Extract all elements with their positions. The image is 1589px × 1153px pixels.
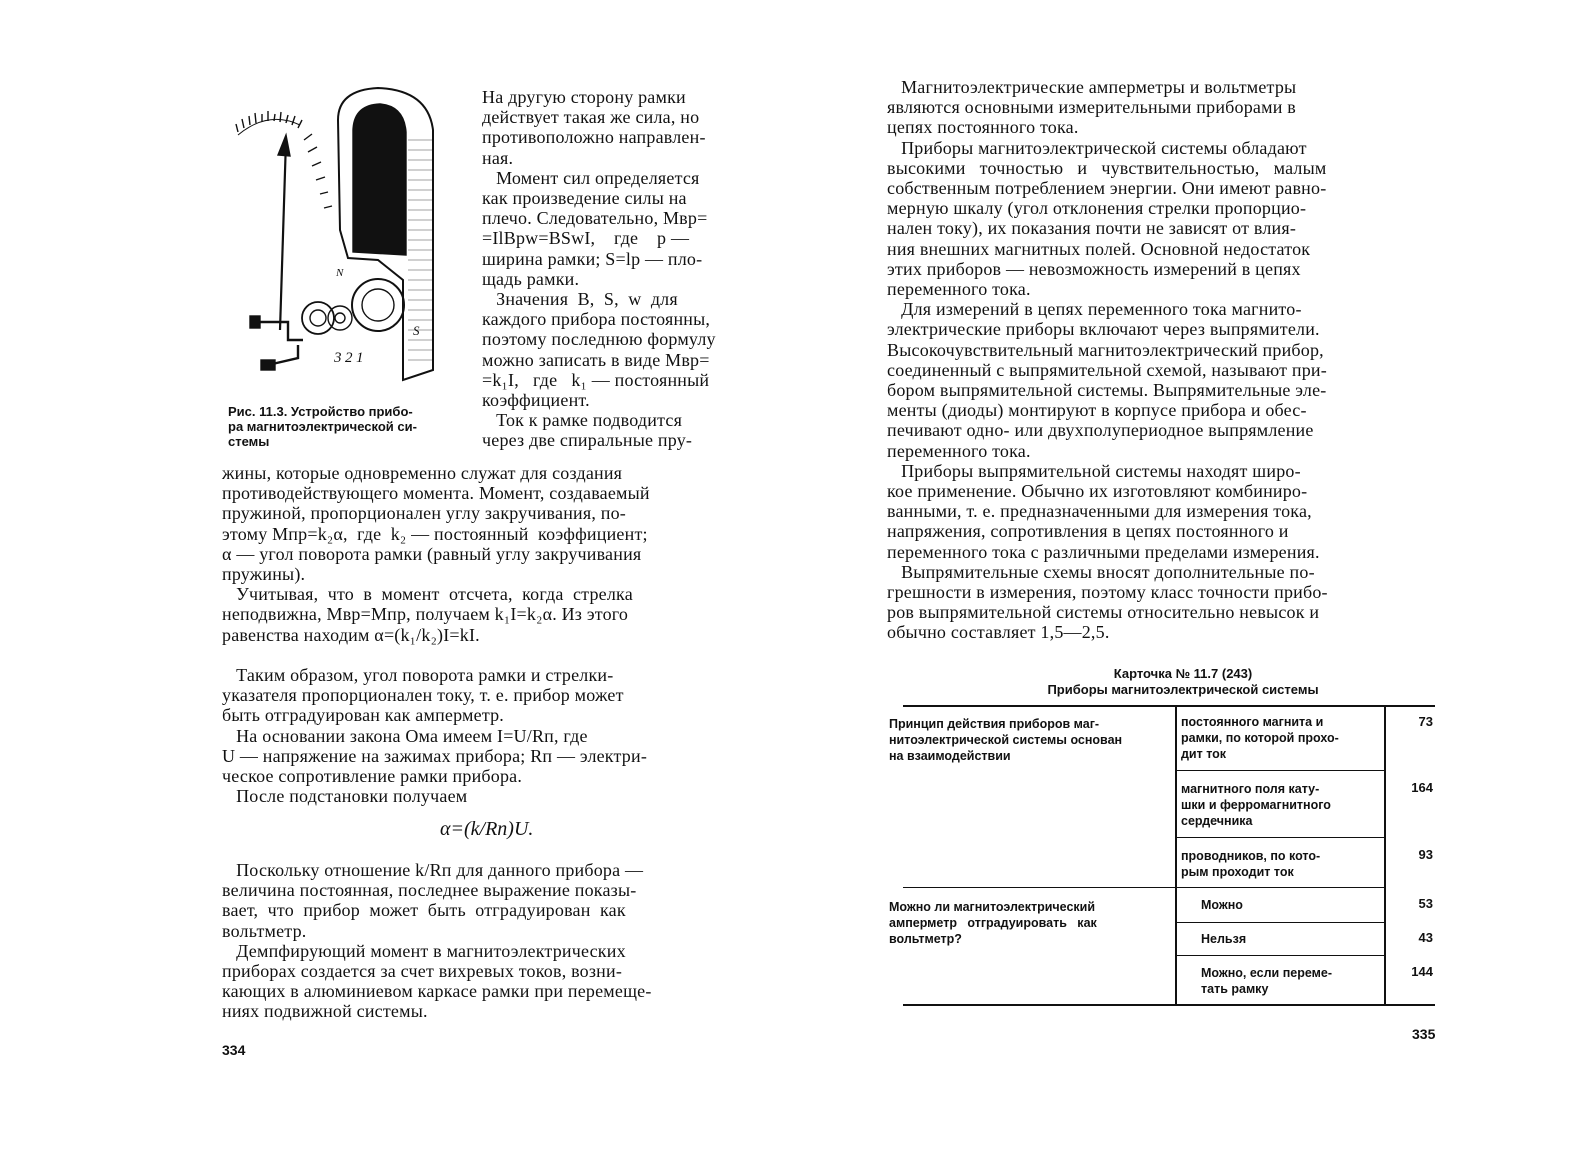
card-answer: Можно, если переме- тать рамку xyxy=(1201,966,1332,996)
card-title: Карточка № 11.7 (243) xyxy=(1113,666,1253,681)
card-answer: Нельзя xyxy=(1201,932,1247,946)
card-answer-code: 144 xyxy=(1411,964,1433,979)
card-answer-code: 53 xyxy=(1418,896,1433,911)
right-body-text: Магнитоэлектрические амперметры и вольтметры являются основными измерительными приборами в цепях постоянного тока. Приборы магнитоэлектрической системы обладают высокими точностью и чувствительностью, малым собственным потреблением энергии. Они имеют равно- мерную шкалу (угол отклонения стрелки пропорцио- нален току), их показания почти не зависят от влия- ния внешних магнитных полей. Основной недостаток этих приборов — невозможность измерений в цепях переменного тока. Для измерений в цепях переменного тока магнито- электрические приборы включают через выпрямители. Высокочувствительный магнитоэлектрический прибор, соединенный с выпрямительной схемой, называют при- бором выпрямительной системы. Выпрямительные эле- менты (диоды) монтируют в корпусе прибора и обес- печивают одно- или двухполупериодное выпрямление переменного тока. Приборы выпрямительной системы находят широ- кое применение. Обычно их изготовляют комбиниро- ванными, т. е. предназначенными для измерения тока, напряжения, сопротивления в цепях постоянного и переменного тока с различными пределами измерения. Выпрямительные схемы вносят дополнительные по- грешности в измерения, поэтому класс точности прибо- ров выпрямительной системы относительно невысок и обычно составляет 1,5—2,5. xyxy=(887,77,1328,643)
formula-alpha: α=(k/Rп)U. xyxy=(440,818,534,840)
card-answer-code: 73 xyxy=(1418,714,1433,729)
question-card xyxy=(795,0,1589,1153)
card-row-rule xyxy=(1175,922,1385,923)
body-text-part-2: Таким образом, угол поворота рамки и стрелки- указателя пропорционален току, т. е. прибор может быть отградуирован как амперметр. На основании закона Ома имеем I=U/Rп, где U — напряжение на зажимах прибора; Rп — электри- ческое сопротивление рамки прибора. После подстановки получаем xyxy=(222,665,648,807)
card-top-rule xyxy=(903,705,1435,707)
body-text-part-3: Поскольку отношение k/Rп для данного прибора — величина постоянная, последнее выражение показы- вает, что прибор может быть отградуирован как вольтметр. Демпфирующий момент в магнитоэлектрических приборах создается за счет вихревых токов, возни- кающих в алюминиевом каркасе рамки при перемеще- ниях подвижной системы. xyxy=(222,860,652,1022)
body-text-part-1: жины, которые одновременно служат для создания противодействующего момента. Момент, создаваемый пружиной, пропорционален углу закручивания, по- этому Mпр=k₂α, где k₂ — постоянный коэффициент; α — угол поворота рамки (равный углу закручивания пружины). Учитывая, что в момент отсчета, когда стрелка неподвижна, Mвр=Mпр, получаем k₁I=k₂α. Из этого равенства находим α=(k₁/k₂)I=kI. xyxy=(222,463,650,645)
card-column-divider-1 xyxy=(1175,705,1177,1004)
figure-caption: Рис. 11.3. Устройство прибо- ра магнитоэлектрической си- стемы xyxy=(228,404,417,449)
card-answer-code: 43 xyxy=(1418,930,1433,945)
card-subtitle: Приборы магнитоэлектрической системы xyxy=(1047,682,1319,697)
page-number-right: 335 xyxy=(1412,1026,1436,1042)
card-row-rule xyxy=(1175,770,1385,771)
page-number-left: 334 xyxy=(222,1042,246,1058)
figure-label-2: 2 xyxy=(345,350,353,366)
card-answer: постоянного магнита и рамки, по которой прохо- дит ток xyxy=(1181,715,1339,761)
figure-label-1: 1 xyxy=(356,350,364,366)
card-row-rule xyxy=(1175,955,1385,956)
card-answer: магнитного поля кату- шки и ферромагнитного сердечника xyxy=(1181,782,1331,828)
card-answer-code: 164 xyxy=(1411,780,1433,795)
right-page xyxy=(795,0,1589,1153)
figure-label-n: N xyxy=(336,267,344,279)
card-bottom-rule xyxy=(903,1004,1435,1006)
right-column-text: На другую сторону рамки действует такая же сила, но противоположно направлен- ная. Момент сил определяется как произведение силы на плечо. Следовательно, Mвр= =IlBpw=BSwI, где p — ширина рамки; S=lp — пло- щадь рамки. Значения B, S, w для каждого прибора постоянны, поэтому последнюю формулу можно записать в виде Mвр= =k₁I, где k₁ — постоянный коэффициент. Ток к рамке подводится через две спиральные пру- xyxy=(482,87,716,451)
card-question-2: Можно ли магнитоэлектрический амперметр отградуировать как вольтметр? xyxy=(889,900,1097,946)
card-answer: проводников, по кото- рым проходит ток xyxy=(1181,849,1321,879)
figure-label-3: 3 xyxy=(334,350,342,366)
card-answer: Можно xyxy=(1201,898,1243,912)
card-question-1: Принцип действия приборов маг- нитоэлектрической системы основан на взаимодействии xyxy=(889,717,1123,763)
meter-mechanism-figure xyxy=(228,80,468,410)
card-row-rule xyxy=(1175,837,1385,838)
card-row-rule xyxy=(903,887,1385,888)
figure-label-s: S xyxy=(413,323,420,338)
card-column-divider-2 xyxy=(1384,705,1386,1004)
card-answer-code: 93 xyxy=(1418,847,1433,862)
